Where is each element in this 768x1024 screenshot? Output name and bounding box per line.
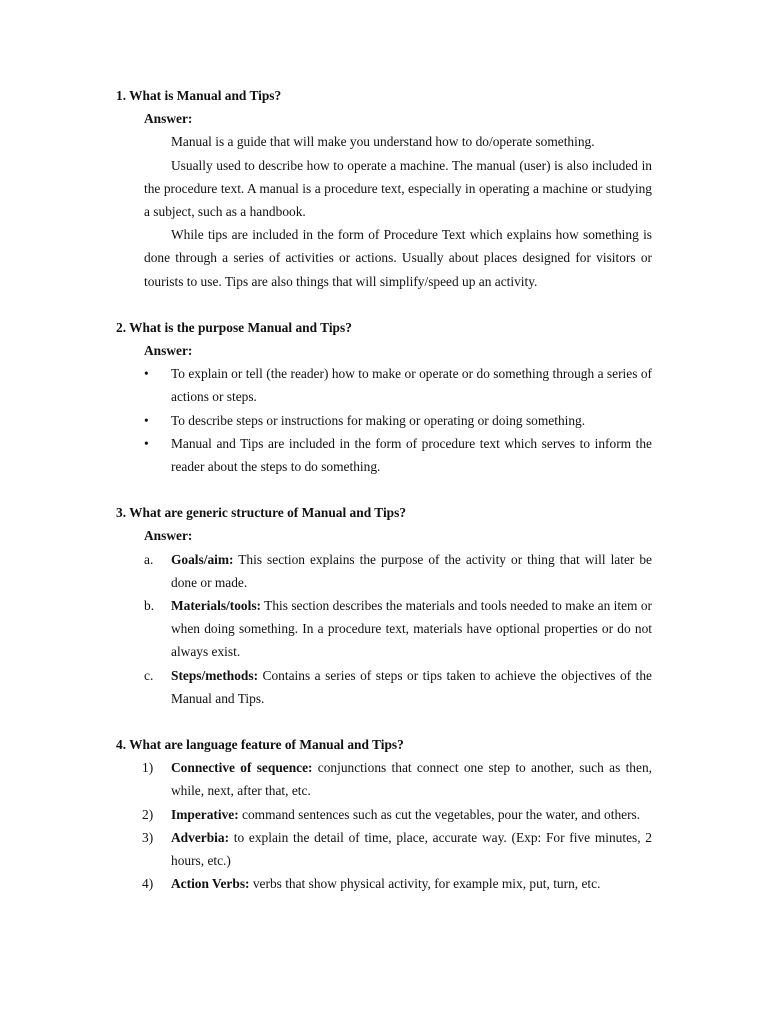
list-item-text: conjunctions that connect one step to another, such as then, while, next, after that, etc. (171, 760, 652, 799)
list-item-text: To explain or tell (the reader) how to make or operate or do something through a series of actions or steps. (171, 366, 652, 405)
letter-marker: c. (144, 667, 154, 683)
bullet-marker: • (144, 412, 149, 428)
list-term: Imperative: (171, 806, 239, 822)
section-q1 (116, 84, 652, 293)
letter-marker: b. (144, 598, 155, 614)
question-3: 3. What are generic structure of Manual and Tips? (116, 505, 407, 521)
question-1: 1. What is Manual and Tips? (116, 88, 282, 103)
list-item-text: Contains a series of steps or tips taken to achieve the objectives of the Manual and Tips. (171, 667, 652, 706)
section-q2 (116, 316, 652, 478)
list-term: Action Verbs: (171, 876, 250, 892)
list-item-text: This section describes the materials and tools needed to make an item or when doing something. In a procedure text, materials have optional properties or do not always exist. (171, 598, 652, 660)
list-item (116, 664, 652, 710)
q1-paragraph-1: Manual is a guide that will make you understand how to do/operate something. (171, 134, 595, 150)
list-item-text: to explain the detail of time, place, accurate way. (Exp: For five minutes, 2 hours, etc.) (171, 829, 652, 869)
list-item (116, 409, 652, 432)
q1-paragraph-3: While tips are included in the form of Procedure Text which explains how something is done through a series of activities or actions. Usually about places designed for visitors or tourists to use. Tips are also things that will simplify/speed up an activity. (144, 227, 652, 289)
section-q3 (116, 501, 652, 710)
list-term: Connective of sequence: (171, 760, 313, 776)
q1-paragraph-2: Usually used to describe how to operate a machine. The manual (user) is also included in the procedure text. A manual is a procedure text, especially in operating a machine or studying a subject, such as a handbook. (144, 157, 652, 220)
answer-label-1: Answer: (144, 111, 193, 127)
number-marker: 4) (142, 876, 154, 892)
number-marker: 3) (142, 829, 154, 845)
list-item (116, 756, 652, 802)
list-item (116, 594, 652, 664)
list-item-text: command sentences such as cut the vegetables, pour the water, and others. (238, 806, 641, 822)
list-term: Goals/aim: (171, 551, 234, 567)
list-item-text: To describe steps or instructions for making or operating or doing something. (171, 412, 586, 428)
number-marker: 1) (142, 760, 154, 776)
document-content (116, 84, 652, 919)
list-term: Adverbia: (171, 829, 230, 845)
list-item (116, 826, 652, 872)
bullet-marker: • (144, 366, 149, 382)
list-term: Steps/methods: (171, 667, 259, 683)
structure-list (116, 548, 652, 710)
list-term: Materials/tools: (171, 598, 261, 614)
bullet-marker: • (144, 435, 149, 451)
answer-label-2: Answer: (144, 343, 193, 359)
list-item (116, 548, 652, 594)
list-item (116, 803, 652, 826)
list-item-text: verbs that show physical activity, for example mix, put, turn, etc. (249, 876, 601, 892)
language-feature-list (116, 756, 652, 895)
list-item (116, 362, 652, 408)
list-item (116, 872, 652, 895)
question-2: 2. What is the purpose Manual and Tips? (116, 319, 352, 335)
section-q4 (116, 733, 652, 895)
letter-marker: a. (144, 551, 154, 567)
list-item-text: Manual and Tips are included in the form of procedure text which serves to inform the reader about the steps to do something. (171, 435, 652, 475)
answer-label-3: Answer: (144, 528, 193, 544)
list-item (116, 432, 652, 478)
list-item-text: This section explains the purpose of the activity or thing that will later be done or made. (171, 551, 652, 590)
question-4: 4. What are language feature of Manual and Tips? (116, 737, 404, 753)
purpose-list (116, 362, 652, 478)
number-marker: 2) (142, 806, 154, 822)
